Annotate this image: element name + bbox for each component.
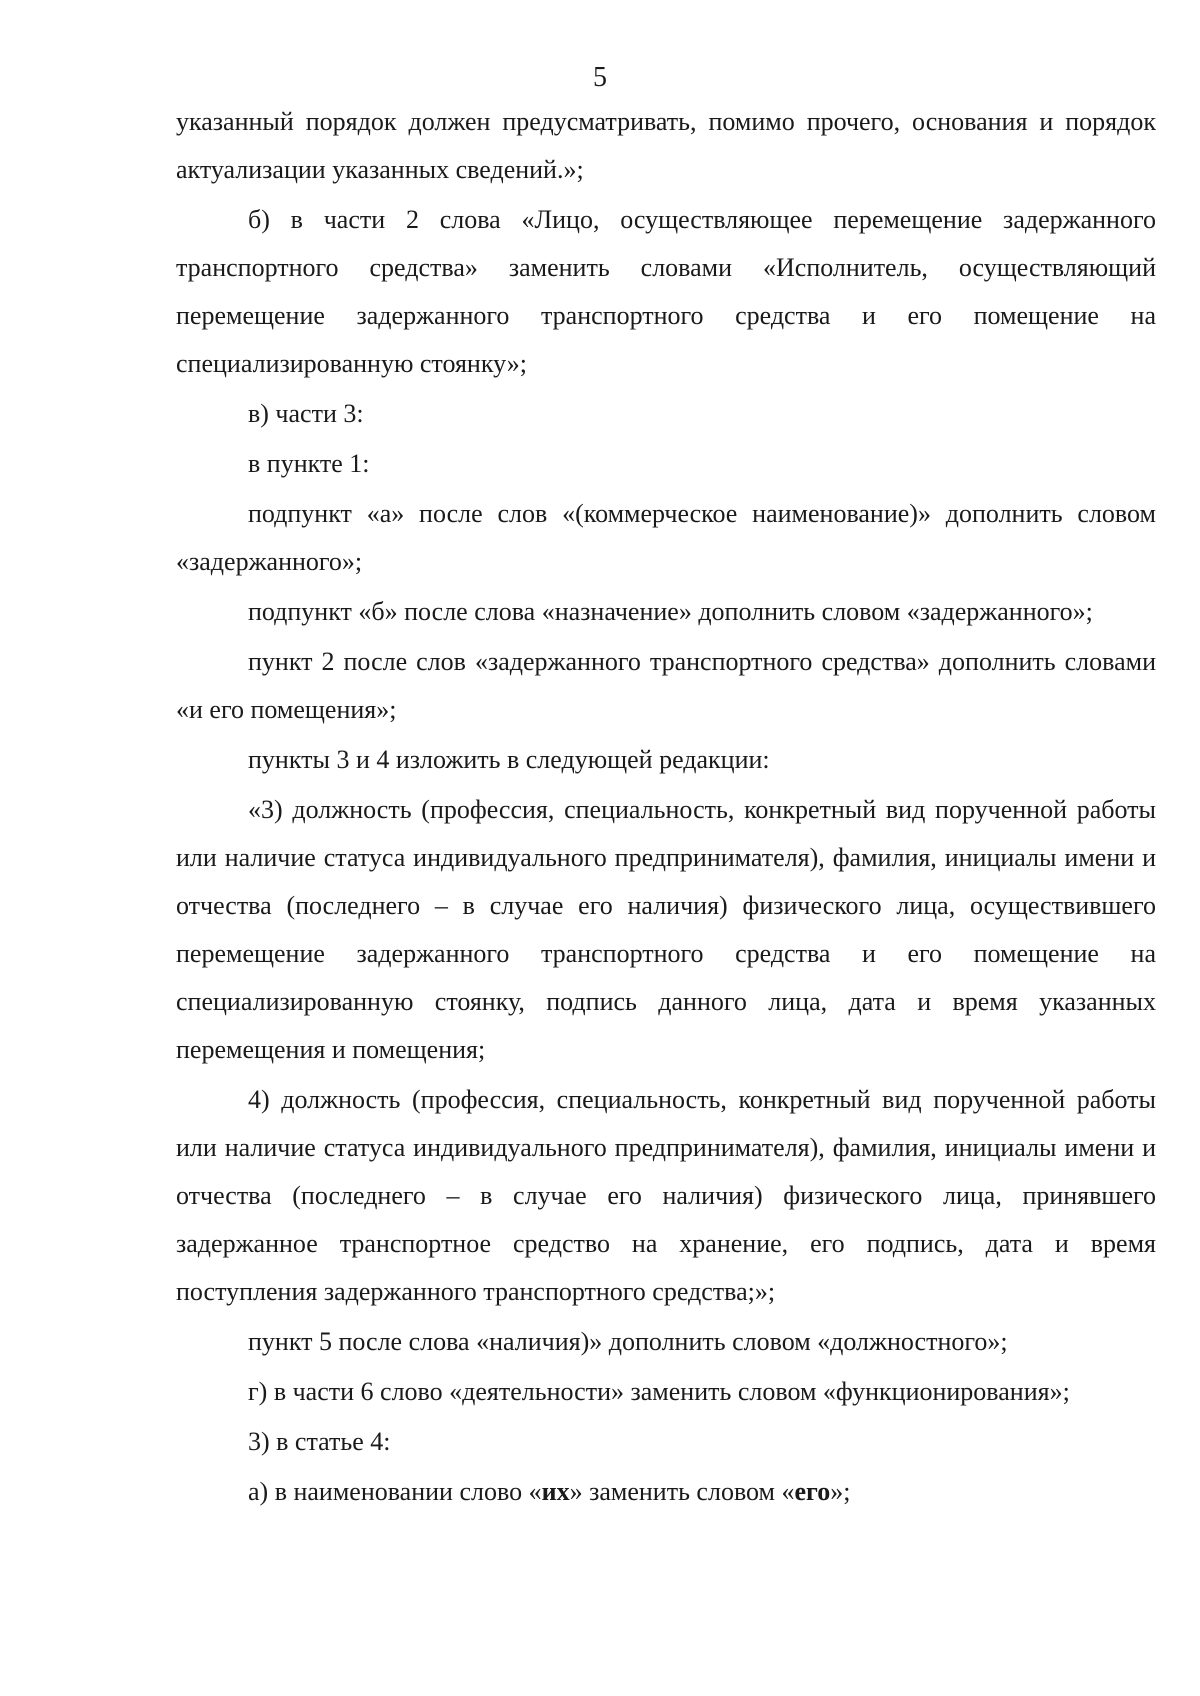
paragraph-new-point-4: 4) должность (профессия, специальность, конкретный вид порученной работы или наличие статуса индивидуального предпринимателя), фамилия, инициалы имени и отчества (последнего – в случае его наличия) физического лица, принявшего задержанное транспортное средство на хранение, его подпись, дата и время поступления задержанного транспортного средства;»;: [176, 1085, 1156, 1306]
paragraph-article-4: 3) в статье 4:: [248, 1427, 391, 1456]
text-fragment: а) в наименовании слово «: [248, 1477, 542, 1506]
paragraph-subpoint-b: подпункт «б» после слова «назначение» дополнить словом «задержанного»;: [248, 597, 1093, 626]
paragraph-point-5: пункт 5 после слова «наличия)» дополнить словом «должностного»;: [248, 1327, 1008, 1356]
page-number: 5: [593, 62, 607, 93]
text-fragment: » заменить словом «: [569, 1477, 795, 1506]
bold-word-ego: его: [794, 1477, 831, 1506]
paragraph-point-1: в пункте 1:: [248, 449, 370, 478]
paragraph-item-g-part-6: г) в части 6 слово «деятельности» заменить словом «функционирования»;: [248, 1377, 1070, 1406]
paragraph-continuation: указанный порядок должен предусматривать, помимо прочего, основания и порядок актуализации указанных сведений.»;: [176, 107, 1156, 184]
paragraph-item-b-part-2: б) в части 2 слова «Лицо, осуществляющее перемещение задержанного транспортного средства» заменить словами «Исполнитель, осуществляющий перемещение задержанного транспортного средства и его помещение на специализированную стоянку»;: [176, 205, 1156, 378]
paragraph-item-a-title: [176, 1468, 1156, 1516]
bold-word-ikh: их: [541, 1477, 570, 1506]
text-fragment: »;: [830, 1477, 851, 1506]
document-body: [176, 98, 1156, 1518]
paragraph-point-2: пункт 2 после слов «задержанного транспортного средства» дополнить словами «и его помещения»;: [176, 647, 1156, 724]
paragraph-points-3-4: пункты 3 и 4 изложить в следующей редакции:: [248, 745, 770, 774]
paragraph-new-point-3: «3) должность (профессия, специальность, конкретный вид порученной работы или наличие статуса индивидуального предпринимателя), фамилия, инициалы имени и отчества (последнего – в случае его наличия) физического лица, осуществившего перемещение задержанного транспортного средства и его помещение на специализированную стоянку, подпись данного лица, дата и время указанных перемещения и помещения;: [176, 795, 1156, 1064]
paragraph-item-v-part-3: в) части 3:: [248, 399, 364, 428]
paragraph-subpoint-a: подпункт «а» после слов «(коммерческое наименование)» дополнить словом «задержанного»;: [176, 499, 1156, 576]
